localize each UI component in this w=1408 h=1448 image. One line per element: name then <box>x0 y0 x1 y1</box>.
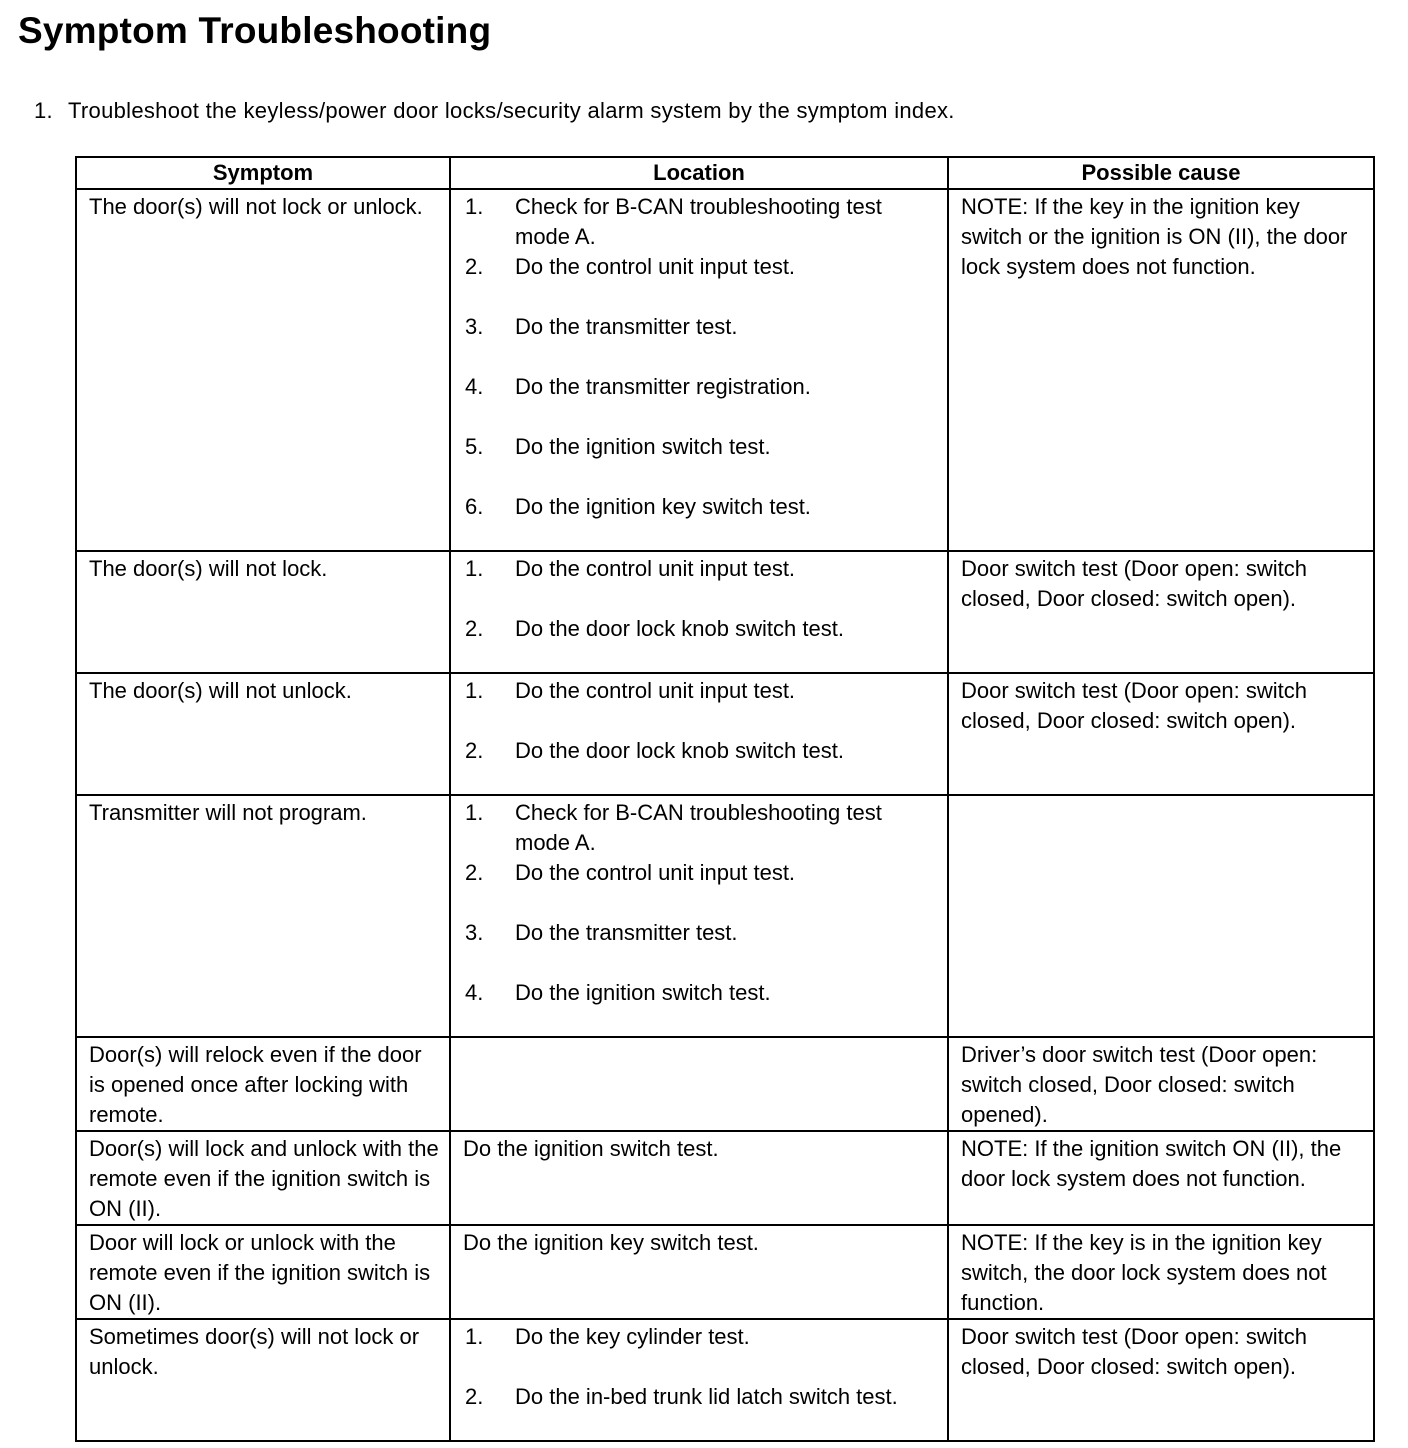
step-text: Do the control unit input test. <box>515 860 796 885</box>
step-text: Do the transmitter test. <box>515 314 738 339</box>
table-row <box>76 551 1374 673</box>
symptom-cell: Door will lock or unlock with the remote even if the ignition switch is ON (II). <box>76 1225 450 1319</box>
step-number: 4. <box>465 980 484 1005</box>
step-text: Do the control unit input test. <box>515 678 796 703</box>
location-step <box>463 192 937 252</box>
step-number: 2. <box>465 616 484 641</box>
step-text: Do the control unit input test. <box>515 556 796 581</box>
page-title: Symptom Troubleshooting <box>18 10 492 51</box>
cause-cell: Driver’s door switch test (Door open: switch closed, Door closed: switch opened). <box>948 1037 1374 1131</box>
step-text: Do the in-bed trunk lid latch switch test. <box>515 1384 898 1409</box>
header-symptom: Symptom <box>76 157 450 189</box>
table-row <box>76 1225 1374 1319</box>
step-text: Check for B-CAN troubleshooting test mode A. <box>515 800 882 855</box>
cause-cell <box>948 795 1374 1037</box>
cause-cell: NOTE: If the key is in the ignition key switch, the door lock system does not function. <box>948 1225 1374 1319</box>
location-step <box>463 676 937 706</box>
step-text: Do the ignition switch test. <box>515 980 771 1005</box>
location-cell: Do the ignition key switch test. <box>450 1225 948 1319</box>
step-text: Check for B-CAN troubleshooting test mode A. <box>515 194 882 249</box>
location-step <box>463 978 937 1008</box>
location-step <box>463 1382 937 1412</box>
step-text: Do the door lock knob switch test. <box>515 738 844 763</box>
location-steps <box>463 676 937 766</box>
table-row <box>76 189 1374 551</box>
step-number: 2. <box>465 254 484 279</box>
symptom-cell: Door(s) will lock and unlock with the remote even if the ignition switch is ON (II). <box>76 1131 450 1225</box>
location-cell <box>450 673 948 795</box>
location-cell <box>450 1319 948 1441</box>
step-number: 5. <box>465 434 484 459</box>
cause-cell: Door switch test (Door open: switch closed, Door closed: switch open). <box>948 1319 1374 1441</box>
location-steps <box>463 1322 937 1412</box>
location-step <box>463 918 937 948</box>
table-row <box>76 1319 1374 1441</box>
step-number: 2. <box>465 1384 484 1409</box>
location-step <box>463 554 937 584</box>
table-row <box>76 1131 1374 1225</box>
header-location: Location <box>450 157 948 189</box>
location-cell <box>450 189 948 551</box>
intro-text: Troubleshoot the keyless/power door locks/security alarm system by the symptom index. <box>68 98 955 123</box>
step-text: Do the ignition switch test. <box>515 434 771 459</box>
cause-cell: Door switch test (Door open: switch closed, Door closed: switch open). <box>948 551 1374 673</box>
location-steps <box>463 554 937 644</box>
step-number: 2. <box>465 860 484 885</box>
step-number: 3. <box>465 314 484 339</box>
symptom-cell: Door(s) will relock even if the door is opened once after locking with remote. <box>76 1037 450 1131</box>
location-step <box>463 798 937 858</box>
table-row <box>76 673 1374 795</box>
step-text: Do the transmitter registration. <box>515 374 811 399</box>
symptom-cell: The door(s) will not lock or unlock. <box>76 189 450 551</box>
location-step <box>463 312 937 342</box>
location-step <box>463 858 937 888</box>
step-number: 6. <box>465 494 484 519</box>
location-step <box>463 432 937 462</box>
location-step <box>463 252 937 282</box>
intro-instruction <box>34 98 955 124</box>
step-number: 3. <box>465 920 484 945</box>
symptom-cell: Transmitter will not program. <box>76 795 450 1037</box>
location-steps <box>463 798 937 1008</box>
cause-cell: NOTE: If the key in the ignition key switch or the ignition is ON (II), the door lock system does not function. <box>948 189 1374 551</box>
table-row <box>76 795 1374 1037</box>
location-step <box>463 614 937 644</box>
step-text: Do the door lock knob switch test. <box>515 616 844 641</box>
step-number: 1. <box>465 556 484 581</box>
step-text: Do the transmitter test. <box>515 920 738 945</box>
symptom-cell: Sometimes door(s) will not lock or unlock. <box>76 1319 450 1441</box>
step-number: 1. <box>465 678 484 703</box>
step-text: Do the control unit input test. <box>515 254 796 279</box>
cause-cell: NOTE: If the ignition switch ON (II), the door lock system does not function. <box>948 1131 1374 1225</box>
location-step <box>463 372 937 402</box>
step-number: 1. <box>465 1324 484 1349</box>
table-row <box>76 1037 1374 1131</box>
location-cell <box>450 551 948 673</box>
symptom-table <box>75 156 1375 1442</box>
step-text: Do the key cylinder test. <box>515 1324 750 1349</box>
location-cell: Do the ignition switch test. <box>450 1131 948 1225</box>
header-possible-cause: Possible cause <box>948 157 1374 189</box>
location-steps <box>463 192 937 522</box>
step-number: 1. <box>465 800 484 825</box>
location-step <box>463 1322 937 1352</box>
step-text: Do the ignition key switch test. <box>515 494 811 519</box>
step-number: 4. <box>465 374 484 399</box>
symptom-cell: The door(s) will not unlock. <box>76 673 450 795</box>
table-header-row <box>76 157 1374 189</box>
location-step <box>463 736 937 766</box>
location-cell <box>450 795 948 1037</box>
step-number: 2. <box>465 738 484 763</box>
cause-cell: Door switch test (Door open: switch closed, Door closed: switch open). <box>948 673 1374 795</box>
symptom-cell: The door(s) will not lock. <box>76 551 450 673</box>
intro-number: 1. <box>34 98 53 123</box>
location-cell <box>450 1037 948 1131</box>
location-step <box>463 492 937 522</box>
step-number: 1. <box>465 194 484 219</box>
